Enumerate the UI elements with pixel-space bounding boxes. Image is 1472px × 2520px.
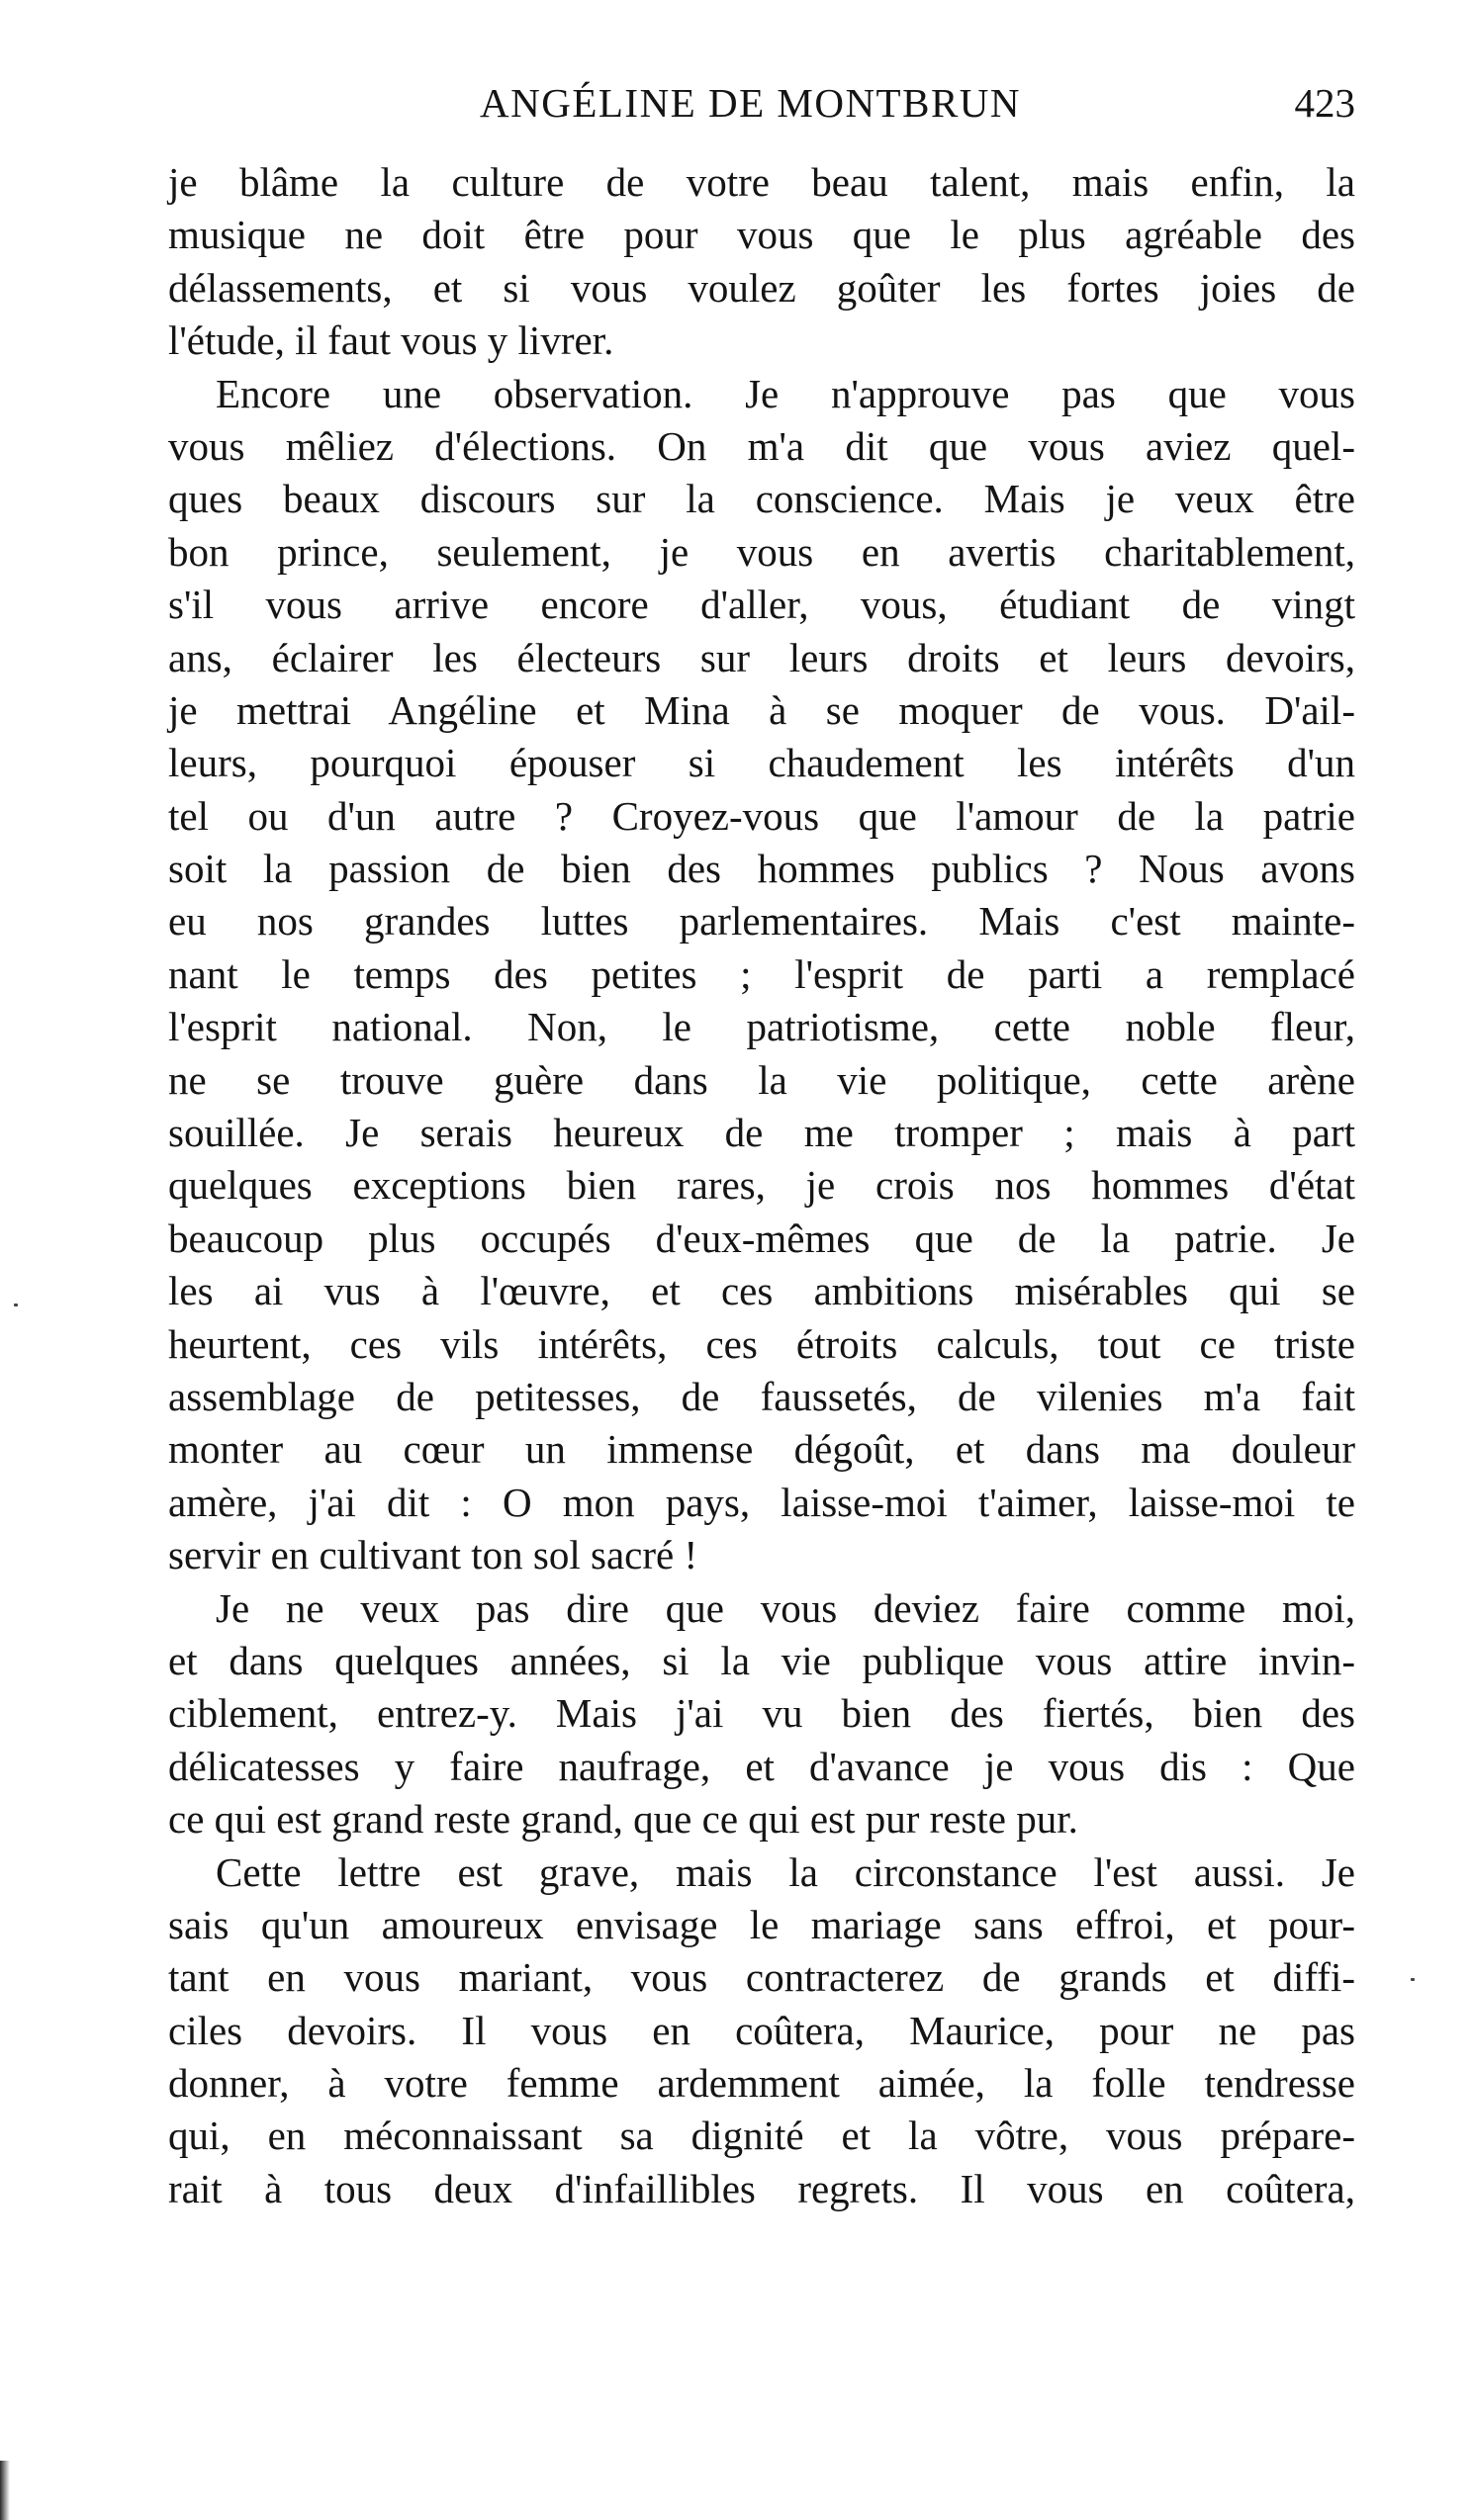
text-line: s'il vous arrive encore d'aller, vous, étudiant de vingt (168, 582, 1355, 628)
text-line: nant le temps des petites ; l'esprit de parti a remplacé (168, 950, 1355, 997)
paragraph-end-line: l'étude, il faut vous y livrer. (168, 317, 614, 364)
paragraph-end-line: servir en cultivant ton sol sacré ! (168, 1532, 698, 1578)
text-line: bon prince, seulement, je vous en avertis charitablement, (168, 528, 1355, 575)
text-line: tant en vous mariant, vous contracterez de grands et diffi- (168, 1954, 1355, 2001)
text-line: sais qu'un amoureux envisage le mariage sans effroi, et pour- (168, 1901, 1355, 1947)
text-line: je mettrai Angéline et Mina à se moquer de vous. D'ail- (168, 686, 1355, 733)
running-head (168, 79, 1355, 138)
paragraph-start-line: Encore une observation. Je n'approuve pas que vous (216, 370, 1355, 416)
text-line: soit la passion de bien des hommes publics ? Nous avons (168, 846, 1355, 892)
margin-speck (1411, 1978, 1415, 1981)
text-line: heurtent, ces vils intérêts, ces étroits calculs, tout ce triste (168, 1320, 1355, 1367)
text-line: donner, à votre femme ardemment aimée, la folle tendresse (168, 2060, 1355, 2107)
text-line: ciblement, entrez-y. Mais j'ai vu bien des fiertés, bien des (168, 1690, 1355, 1737)
text-line: musique ne doit être pour vous que le plus agréable des (168, 212, 1355, 258)
paragraph-start-line: Cette lettre est grave, mais la circonstance l'est aussi. Je (216, 1848, 1355, 1895)
text-line: assemblage de petitesses, de faussetés, de vilenies m'a fait (168, 1373, 1355, 1419)
text-line: ans, éclairer les électeurs sur leurs droits et leurs devoirs, (168, 634, 1355, 680)
text-line: souillée. Je serais heureux de me tromper ; mais à part (168, 1110, 1355, 1156)
text-line: rait à tous deux d'infaillibles regrets. Il vous en coûtera, (168, 2165, 1355, 2211)
text-line: ciles devoirs. Il vous en coûtera, Maurice, pour ne pas (168, 2007, 1355, 2053)
text-line: l'esprit national. Non, le patriotisme, cette noble fleur, (168, 1004, 1355, 1050)
page-number: 423 (1294, 80, 1355, 126)
text-line: ne se trouve guère dans la vie politique, cette arène (168, 1056, 1355, 1103)
text-line: eu nos grandes luttes parlementaires. Mais c'est mainte- (168, 898, 1355, 945)
text-line: délicatesses y faire naufrage, et d'avance je vous dis : Que (168, 1743, 1355, 1789)
text-line: je blâme la culture de votre beau talent, mais enfin, la (168, 159, 1355, 205)
text-line: vous mêliez d'élections. On m'a dit que vous aviez quel- (168, 422, 1355, 469)
text-line: et dans quelques années, si la vie publique vous attire invin- (168, 1637, 1355, 1683)
running-title: ANGÉLINE DE MONTBRUN (480, 80, 1022, 126)
text-line: beaucoup plus occupés d'eux-mêmes que de la patrie. Je (168, 1215, 1355, 1261)
margin-speck (14, 1304, 18, 1306)
text-line: leurs, pourquoi épouser si chaudement les intérêts d'un (168, 740, 1355, 786)
text-line: délassements, et si vous voulez goûter les fortes joies de (168, 264, 1355, 311)
text-line: monter au cœur un immense dégoût, et dans ma douleur (168, 1426, 1355, 1473)
body-text (168, 156, 1355, 2215)
text-line: tel ou d'un autre ? Croyez-vous que l'amour de la patrie (168, 792, 1355, 839)
text-line: qui, en méconnaissant sa dignité et la vôtre, vous prépare- (168, 2113, 1355, 2159)
paragraph-end-line: ce qui est grand reste grand, que ce qui est pur reste pur. (168, 1796, 1078, 1843)
text-line: ques beaux discours sur la conscience. Mais je veux être (168, 476, 1355, 522)
text-line: les ai vus à l'œuvre, et ces ambitions misérables qui se (168, 1268, 1355, 1314)
paragraph-start-line: Je ne veux pas dire que vous deviez faire comme moi, (216, 1584, 1355, 1631)
text-line: amère, j'ai dit : O mon pays, laisse-moi t'aimer, laisse-moi te (168, 1479, 1355, 1525)
text-line: quelques exceptions bien rares, je crois nos hommes d'état (168, 1162, 1355, 1209)
scan-edge-shadow (0, 2461, 10, 2520)
